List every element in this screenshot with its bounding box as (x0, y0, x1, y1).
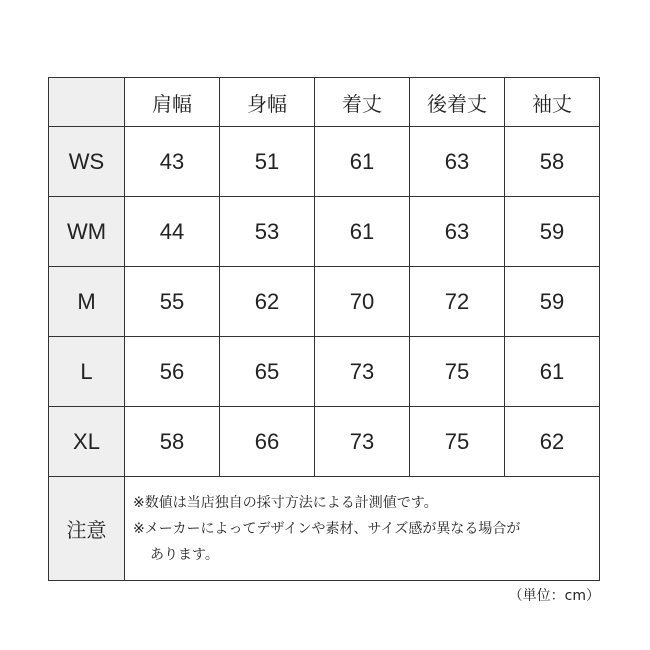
table-cell: 61 (315, 197, 410, 267)
table-cell: 53 (220, 197, 315, 267)
table-cell: 75 (410, 337, 505, 407)
table-cell: 62 (505, 407, 600, 477)
table-cell: 75 (410, 407, 505, 477)
table-row (49, 127, 600, 197)
note-row (49, 477, 600, 581)
table-cell: 55 (125, 267, 220, 337)
table-cell: 58 (125, 407, 220, 477)
header-sleeve-length: 袖丈 (505, 78, 600, 127)
table-cell: 63 (410, 197, 505, 267)
header-shoulder-width: 肩幅 (125, 78, 220, 127)
note-text (125, 477, 600, 581)
table-cell: 62 (220, 267, 315, 337)
table-cell: 58 (505, 127, 600, 197)
header-back-length: 後着丈 (410, 78, 505, 127)
size-label: WS (49, 127, 125, 197)
size-chart-table (48, 77, 600, 581)
table-cell: 65 (220, 337, 315, 407)
note-line: ※数値は当店独自の採寸方法による計測値です。 (133, 494, 438, 511)
table-cell: 43 (125, 127, 220, 197)
table-cell: 63 (410, 127, 505, 197)
table-cell: 44 (125, 197, 220, 267)
size-label: M (49, 267, 125, 337)
table-row (49, 407, 600, 477)
table-cell: 66 (220, 407, 315, 477)
table-cell: 73 (315, 407, 410, 477)
size-label: XL (49, 407, 125, 477)
note-line: あります。 (150, 546, 219, 563)
size-label: WM (49, 197, 125, 267)
unit-label: （単位：cm） (508, 588, 600, 604)
table-cell: 56 (125, 337, 220, 407)
table-cell: 59 (505, 197, 600, 267)
table-cell: 59 (505, 267, 600, 337)
size-label: L (49, 337, 125, 407)
header-row (49, 78, 600, 127)
table-row (49, 337, 600, 407)
note-line: ※メーカーによってデザインや素材、サイズ感が異なる場合が (133, 520, 521, 537)
table-cell: 72 (410, 267, 505, 337)
header-length: 着丈 (315, 78, 410, 127)
table-cell: 73 (315, 337, 410, 407)
table-row (49, 267, 600, 337)
corner-cell (49, 78, 125, 127)
table-cell: 70 (315, 267, 410, 337)
table-cell: 61 (505, 337, 600, 407)
table-row (49, 197, 600, 267)
note-label: 注意 (49, 477, 125, 581)
table-cell: 51 (220, 127, 315, 197)
header-body-width: 身幅 (220, 78, 315, 127)
table-cell: 61 (315, 127, 410, 197)
